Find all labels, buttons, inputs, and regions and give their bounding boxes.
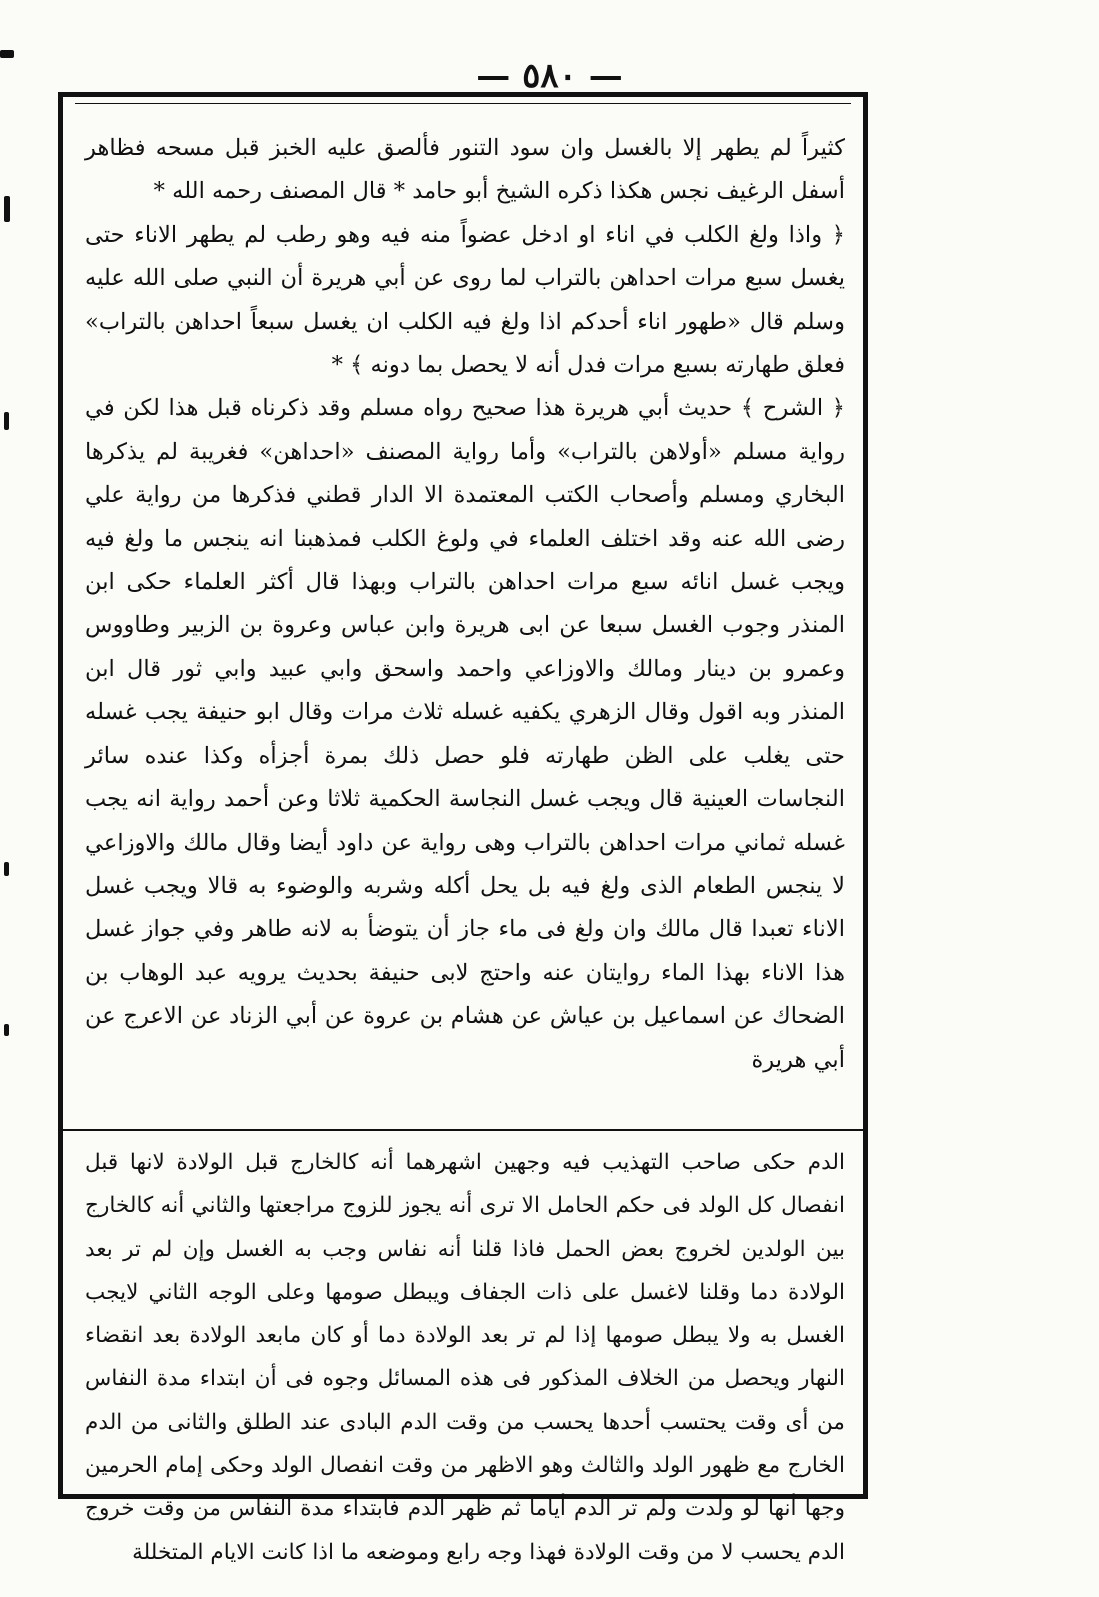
edge-mark-left-3: [4, 862, 9, 876]
section-divider: [63, 1129, 863, 1131]
commentary-section: [85, 1141, 845, 1565]
edge-mark-left-4: [4, 1024, 9, 1036]
edge-mark-top: [0, 50, 14, 58]
main-text-section: [85, 127, 845, 1117]
main-paragraph-1: كثيراً لم يطهر إلا بالغسل وان سود التنور فألصق عليه الخبز قبل مسحه فظاهر أسفل الرغيف نجس هكذا ذكره الشيخ أبو حامد * قال المصنف رحمه الله *: [85, 135, 845, 205]
edge-mark-left-1: [4, 196, 10, 222]
main-paragraph-3: ﴿ الشرح ﴾ حديث أبي هريرة هذا صحيح رواه مسلم وقد ذكرناه قبل هذا لكن في رواية مسلم «أولاهن بالتراب» وأما رواية المصنف «احداهن» فغريبة لم يذكرها البخاري ومسلم وأصحاب الكتب المعتمدة الا الدار قطني فذكرها من رواية علي رضى الله عنه وقد اختلف العلماء في ولوغ الكلب فمذهبنا انه ينجس ما ولغ فيه ويجب غسل انائه سبع مرات احداهن بالتراب وبهذا قال أكثر العلماء حكى ابن المنذر وجوب الغسل سبعا عن ابى هريرة وابن عباس وعروة بن الزبير وطاووس وعمرو بن دينار ومالك والاوزاعي واحمد واسحق وابي عبيد وابي ثور قال ابن المنذر وبه اقول وقال الزهري يكفيه غسله ثلاث مرات وقال ابو حنيفة يجب غسله حتى يغلب على الظن طهارته فلو حصل ذلك بمرة أجزأه وكذا عنده سائر النجاسات العينية قال ويجب غسل النجاسة الحكمية ثلاثا وعن أحمد رواية انه يجب غسله ثماني مرات احداهن بالتراب وهى رواية عن داود أيضا وقال مالك والاوزاعي لا ينجس الطعام الذى ولغ فيه بل يحل أكله وشربه والوضوء به قالا ويجب غسل الاناء تعبدا قال مالك وان ولغ فى ماء جاز أن يتوضأ به لانه طاهر وفي جواز غسل هذا الاناء بهذا الماء روايتان عنه واحتج لابى حنيفة بحديث يرويه عبد الوهاب بن الضحاك عن اسماعيل بن عياش عن هشام بن عروة عن أبي الزناد عن الاعرج عن أبي هريرة: [85, 395, 845, 1073]
edge-mark-left-2: [4, 412, 9, 430]
page-frame: [58, 92, 868, 1565]
commentary-paragraph-1: الدم حكى صاحب التهذيب فيه وجهين اشهرهما أنه كالخارج قبل الولادة لانها قبل انفصال كل الولد فى حكم الحامل الا ترى أنه يجوز للزوج مراجعتها والثاني أنه كالخارج بين الولدين لخروج بعض الحمل فاذا قلنا أنه نفاس وجب به الغسل وإن لم تر بعد الولادة دما وقلنا لاغسل على ذات الجفاف ويبطل صومها وعلى الوجه الثاني لايجب الغسل به ولا يبطل صومها إذا لم تر بعد الولادة دما أو كان مابعد الولادة بعد انقضاء النهار ويحصل من الخلاف المذكور فى هذه المسائل وجوه فى أن ابتداء مدة النفاس من أى وقت يحتسب أحدها يحسب من وقت الدم البادى عند الطلق والثانى من الدم الخارج مع ظهور الولد والثالث وهو الاظهر من وقت انفصال الولد وحكى إمام الحرمين وجها أنها لو ولدت ولم تر الدم أياما ثم ظهر الدم فابتداء مدة النفاس من وقت خروج الدم يحسب لا من وقت الولادة فهذا وجه رابع وموضعه ما اذا كانت الايام المتخللة: [85, 1150, 845, 1565]
main-paragraph-2: ﴿ واذا ولغ الكلب في اناء او ادخل عضواً منه فيه وهو رطب لم يطهر الاناء حتى يغسل سبع مرات احداهن بالتراب لما روى عن أبي هريرة أن النبي صلى الله عليه وسلم قال «طهور اناء أحدكم اذا ولغ فيه الكلب ان يغسل سبعاً احداهن بالتراب» فعلق طهارته بسبع مرات فدل أنه لا يحصل بما دونه ﴾ *: [85, 221, 845, 379]
page-number: — ٥٨٠ —: [476, 56, 623, 96]
